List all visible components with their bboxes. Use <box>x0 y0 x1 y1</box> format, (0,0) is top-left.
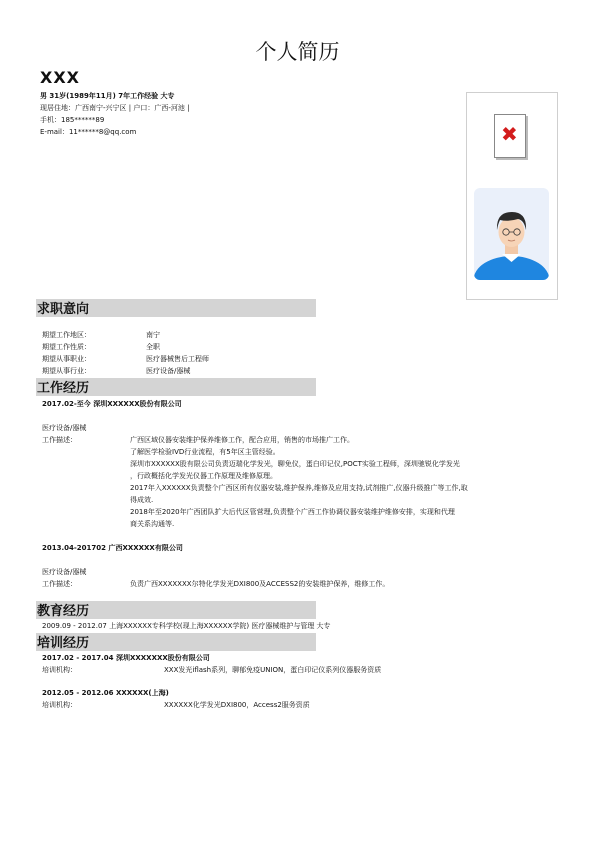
avatar <box>474 188 549 280</box>
training1-header: 2017.02 - 2017.04 深圳XXXXXXX股份有限公司 <box>42 654 210 662</box>
education-entry: 2009.09 - 2012.07 上海XXXXXX专科学校(现上海XXXXXX学院) 医疗器械维护与管理 大专 <box>42 622 331 630</box>
intent-value: 南宁 <box>146 331 160 339</box>
job1-header: 2017.02-至今 深圳XXXXXX股份有限公司 <box>42 400 182 408</box>
job1-desc-line: 深圳市XXXXXX股有限公司负责迈瑞化学发光，聊免仪，蛋白印记仪,POCT实验工程师，深圳驰锐化学发光 <box>130 460 460 468</box>
job2-industry: 医疗设备/器械 <box>42 568 87 576</box>
resume-title: 个人简历 <box>255 40 340 64</box>
intent-value: 医疗设备/器械 <box>146 367 191 375</box>
job1-desc-label: 工作描述： <box>42 436 77 444</box>
training2-label: 培训机构： <box>42 701 77 709</box>
section-title-intent: 求职意向 <box>37 302 90 317</box>
section-title-training: 培训经历 <box>37 636 90 651</box>
job1-desc-line: 得成效. <box>130 496 154 504</box>
job2-desc: 负责广西XXXXXXX尔特化学发光DXI800及ACCESS2的安装维护保养，维修工作。 <box>130 580 390 588</box>
candidate-name: XXX <box>40 68 81 87</box>
basic-info-phone: 手机：185******89 <box>40 116 105 124</box>
intent-value: 医疗器械售后工程师 <box>146 355 209 363</box>
basic-info-address: 现居住地：广西南宁-兴宁区 | 户口：广西-河池 | <box>40 104 190 112</box>
intent-label: 期望工作地区： <box>42 331 91 339</box>
section-title-education: 教育经历 <box>37 604 90 619</box>
basic-info-line1: 男 31岁(1989年11月) 7年工作经验 大专 <box>40 92 175 100</box>
broken-image-x-icon: ✖ <box>494 114 526 158</box>
job1-desc-line: 商关系沟通等. <box>130 520 175 528</box>
job2-desc-label: 工作描述： <box>42 580 77 588</box>
training2-header: 2012.05 - 2012.06 XXXXXX(上海) <box>42 689 169 697</box>
basic-info-email: E-mail：11******8@qq.com <box>40 128 137 136</box>
intent-label: 期望工作性质： <box>42 343 91 351</box>
job1-desc-line: 广西区域仪器安装维护保养维修工作，配合应用，销售的市场推广工作。 <box>130 436 354 444</box>
intent-value: 全职 <box>146 343 160 351</box>
section-title-work: 工作经历 <box>37 381 90 396</box>
training1-label: 培训机构： <box>42 666 77 674</box>
training2-value: XXXXXX化学发光DXI800，Access2服务资质 <box>164 701 310 709</box>
job1-industry: 医疗设备/器械 <box>42 424 87 432</box>
intent-label: 期望从事职业： <box>42 355 91 363</box>
job1-desc-line: 了解医学检验IVD行业流程，有5年区主管经验。 <box>130 448 280 456</box>
intent-label: 期望从事行业： <box>42 367 91 375</box>
job1-desc-line: 2018年至2020年广西团队扩大后代区管营理,负责整个广西工作协调仪器安装维护维修安排，实现和代理 <box>130 508 455 516</box>
job1-desc-line: ，行政概括化学发光仪器工作原理及维修原理。 <box>130 472 277 480</box>
job1-desc-line: 2017年入XXXXXX负责整个广西区所有仪器安装,维护保养,维修及应用支持,试剂推广,仪器升级推广等工作,取 <box>130 484 468 492</box>
training1-value: XXX发光iflash系列，聊郁免疫UNION，蛋白印记仪系列仪器服务资质 <box>164 666 382 674</box>
job2-header: 2013.04-201702 广西XXXXXX有限公司 <box>42 544 183 552</box>
